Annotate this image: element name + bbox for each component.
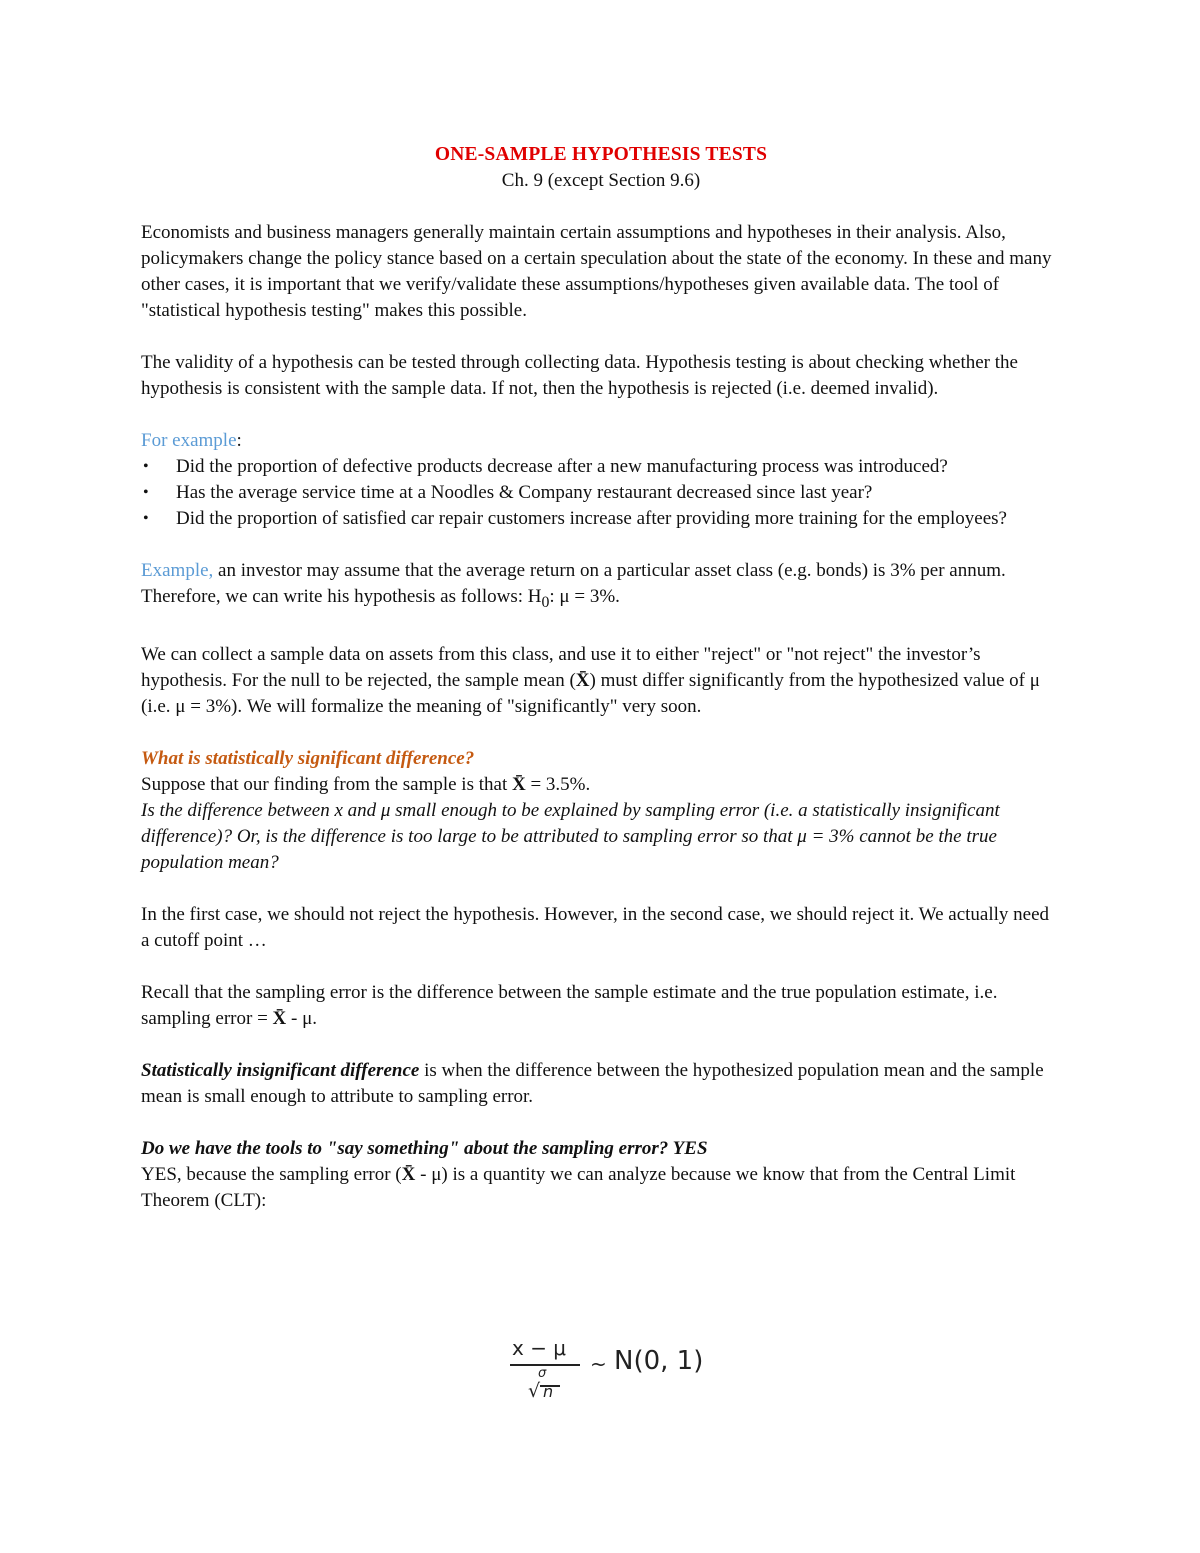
- h0-subscript: 0: [541, 593, 550, 611]
- clt-text-b: - μ) is a quantity we can analyze because we know that from the Central Limit Theorem (CLT):: [141, 1163, 1016, 1211]
- example-text-b: : μ = 3%.: [549, 586, 620, 607]
- bullet-text: Did the proportion of satisfied car repair customers increase after providing more training for the employees?: [176, 508, 1007, 529]
- italic-question-paragraph: [141, 798, 1061, 876]
- list-item: [141, 506, 1061, 532]
- formula-sigma: σ: [538, 1366, 547, 1381]
- page-title: ONE-SAMPLE HYPOTHESIS TESTS: [434, 144, 768, 165]
- for-example-colon: :: [236, 430, 242, 451]
- formula-n: n: [543, 1382, 554, 1401]
- page-subtitle: Ch. 9 (except Section 9.6): [501, 170, 701, 191]
- bullet-icon: •: [143, 510, 149, 527]
- significance-question: What is statistically significant difference?: [141, 747, 475, 769]
- formula-distribution: N(0, 1): [614, 1346, 704, 1376]
- insignificant-label: Statistically insignificant difference: [141, 1059, 420, 1081]
- sampling-error-paragraph: [141, 980, 1061, 1032]
- validity-paragraph: The validity of a hypothesis can be tested through collecting data. Hypothesis testing is about checking whether the hypothesis is consistent with the sample data. If not, then the hypothesis is rejected (i.e. deemed invalid).: [141, 352, 1018, 399]
- clt-paragraph: [141, 1162, 1061, 1214]
- suppose-text-a: Suppose that our finding from the sample is that: [141, 773, 512, 795]
- investor-example-paragraph: [141, 558, 1061, 616]
- sqrt-icon: √: [528, 1380, 541, 1402]
- suppose-line: [141, 772, 1061, 798]
- list-item: [141, 480, 1061, 506]
- formula-numerator: x − μ: [512, 1336, 567, 1360]
- clt-formula: [506, 1336, 706, 1416]
- formula-tilde: ~: [590, 1352, 607, 1376]
- bullet-icon: •: [143, 458, 149, 475]
- for-example-label: For example: [141, 430, 237, 451]
- list-item: [141, 454, 1061, 480]
- xbar-symbol: X̄: [272, 1007, 287, 1029]
- xbar-symbol: X̄: [511, 773, 526, 795]
- intro-paragraph: Economists and business managers generally maintain certain assumptions and hypotheses in their analysis. Also, policymakers change the policy stance based on a certain speculation about the state of the economy. In these and many other cases, it is important that we verify/validate these assumptions/hypotheses given available data. The tool of "statistical hypothesis testing" makes this possible.: [141, 222, 1052, 321]
- document-page: [141, 142, 1061, 1214]
- cutoff-paragraph: In the first case, we should not reject the hypothesis. However, in the second case, we should reject it. We actually need a cutoff point …: [141, 903, 1050, 951]
- insignificant-definition-paragraph: [141, 1058, 1061, 1110]
- xbar-symbol: X̄: [401, 1163, 416, 1185]
- suppose-text-b: = 3.5%.: [525, 773, 591, 795]
- for-example-heading: [141, 428, 1061, 454]
- bullet-text: Has the average service time at a Noodles & Company restaurant decreased since last year?: [176, 482, 873, 503]
- clt-text-a: YES, because the sampling error (: [141, 1163, 402, 1185]
- example-label: Example,: [141, 560, 214, 581]
- bullet-icon: •: [143, 484, 149, 501]
- sample-paragraph: [141, 642, 1061, 720]
- sample-text-a: We can collect a sample data on assets from this class, and use it to either "reject" or "not reject" the investor’s hypothesis. For the null to be rejected, the sample mean (: [141, 643, 981, 691]
- sampling-error-text-b: - μ.: [286, 1007, 318, 1029]
- italic-question-text: Is the difference between x and μ small enough to be explained by sampling error (i.e. a statistically insignificant difference)? Or, is the difference is too large to be attributed to sampling error so that μ = 3% cannot be the true population mean?: [141, 799, 1000, 873]
- tools-question: Do we have the tools to "say something" about the sampling error? YES: [141, 1137, 708, 1159]
- example-bullet-list: [141, 454, 1061, 532]
- insignificant-text: is when the difference between the hypothesized population mean and the sample mean is small enough to attribute to sampling error.: [141, 1059, 1044, 1107]
- xbar-symbol: X̄: [575, 669, 590, 691]
- sample-text-b: ) must differ significantly from the hypothesized value of μ (i.e. μ = 3%). We will formalize the meaning of "significantly" very soon.: [141, 669, 1040, 717]
- bullet-text: Did the proportion of defective products decrease after a new manufacturing process was introduced?: [176, 456, 948, 477]
- sampling-error-text-a: Recall that the sampling error is the difference between the sample estimate and the true population estimate, i.e. sampling error =: [141, 981, 998, 1029]
- example-text-a: an investor may assume that the average return on a particular asset class (e.g. bonds) is 3% per annum. Therefore, we can write his hypothesis as follows: H: [141, 560, 1006, 607]
